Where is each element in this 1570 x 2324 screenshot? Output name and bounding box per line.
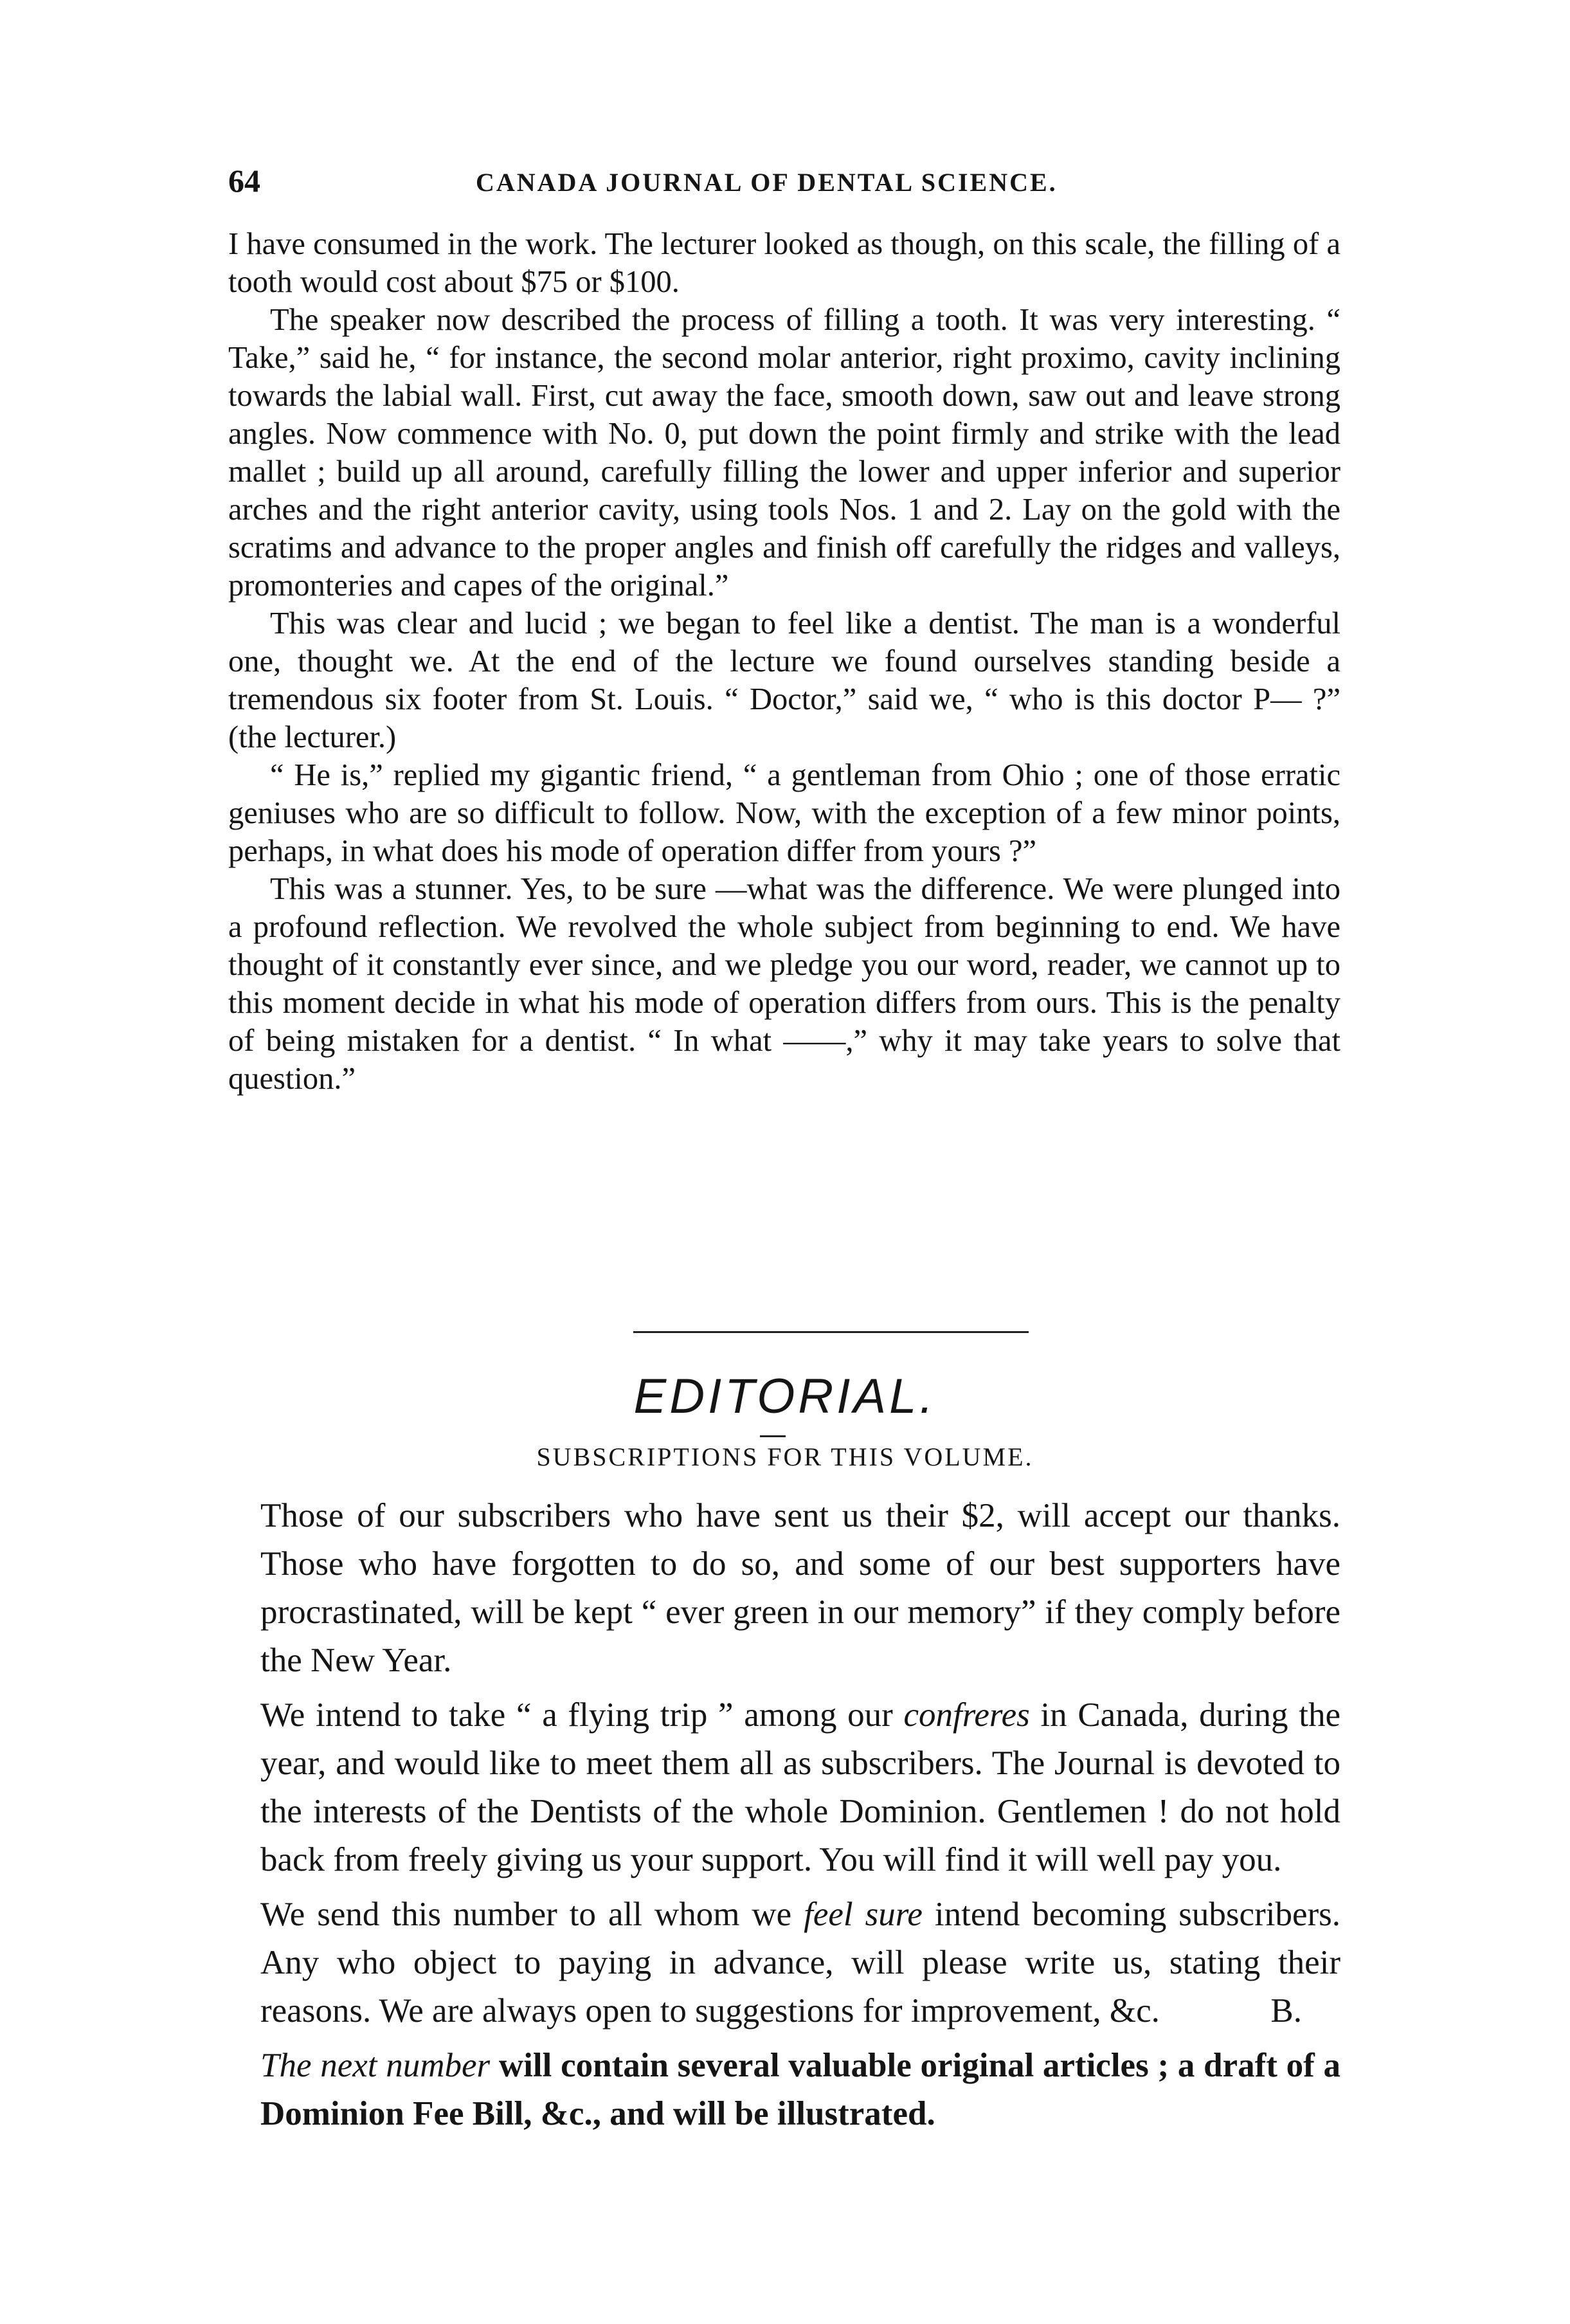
article-paragraph: I have consumed in the work. The lecturer looked as though, on this scale, the filling of a tooth would cost about $75 or $100. — [228, 227, 1340, 299]
text-run: We intend to take “ a flying trip ” among our — [260, 1696, 904, 1734]
article-paragraph: This was a stunner. Yes, to be sure —what was the difference. We were plunged into a profound reflection. We revolved the whole subject from beginning to end. We have thought of it constantly ever since, and we pledge you our word, reader, we cannot up to this moment decide in what his mode of operation differs from ours. This is the penalty of being mistaken for a dentist. “ In what ——,” why it may take years to solve that question.” — [228, 872, 1340, 1096]
editorial-paragraph — [260, 1691, 1340, 1884]
italic-text: The next number — [260, 2047, 491, 2084]
heading-underline — [760, 1435, 786, 1437]
article-paragraph: The speaker now described the process of filling a tooth. It was very interesting. “ Take,” said he, “ for instance, the second molar anterior, right proximo, cavity inclining towards the labial wall. First, cut away the face, smooth down, saw out and leave strong angles. Now commence with No. 0, put down the point firmly and strike with the lead mallet ; build up all around, carefully filling the lower and upper inferior and superior arches and the right anterior cavity, using tools Nos. 1 and 2. Lay on the gold with the scratims and advance to the proper angles and finish off carefully the ridges and valleys, promonteries and capes of the original.” — [228, 303, 1340, 603]
editorial-body — [260, 1492, 1340, 2145]
article-paragraph: This was clear and lucid ; we began to feel like a dentist. The man is a wonderful one, thought we. At the end of the lecture we found ourselves standing beside a tremendous six footer from St. Louis. “ Doctor,” said we, “ who is this doctor P— ?” (the lecturer.) — [228, 606, 1340, 754]
text-run: We send this number to all whom we — [260, 1896, 804, 1933]
journal-title: CANADA JOURNAL OF DENTAL SCIENCE. — [476, 168, 1058, 197]
article-paragraph: “ He is,” replied my gigantic friend, “ a gentleman from Ohio ; one of those erratic geniuses who are so difficult to follow. Now, with the exception of a few minor points, perhaps, in what does his mode of operation differ from yours ?” — [228, 758, 1340, 868]
editor-signature: B. — [1270, 1992, 1302, 2029]
running-head — [228, 162, 1334, 201]
editorial-paragraph — [260, 1891, 1340, 2035]
article-continuation — [228, 225, 1340, 1098]
italic-text: confreres — [903, 1696, 1030, 1734]
italic-text: feel sure — [804, 1896, 923, 1933]
text-run: in Canada, during the year, and would like to meet them all as subscribers. The Journal is devoted to the interests of the Dentists of the whole Dominion. Gentlemen ! do not hold back from freely giving us your support. You will find it will well pay you. — [260, 1696, 1340, 1878]
section-divider — [633, 1331, 1029, 1333]
editorial-heading: EDITORIAL. — [633, 1369, 937, 1424]
page-number: 64 — [228, 163, 260, 199]
editorial-paragraph: Those of our subscribers who have sent us their $2, will accept our thanks. Those who have forgotten to do so, and some of our best supporters have procrastinated, will be kept “ ever green in our memory” if they comply before the New Year. — [260, 1497, 1340, 1679]
text-run: intend becoming subscribers. Any who object to paying in advance, will please write us, stating their reasons. We are always open to suggestions for improvement, &c. — [260, 1896, 1341, 2029]
editorial-paragraph — [260, 2042, 1340, 2138]
editorial-subheading: SUBSCRIPTIONS FOR THIS VOLUME. — [536, 1442, 1034, 1471]
text-run: will contain several valuable original articles ; a draft of a Dominion Fee Bill, &c., and will be illustrated. — [260, 2047, 1340, 2132]
